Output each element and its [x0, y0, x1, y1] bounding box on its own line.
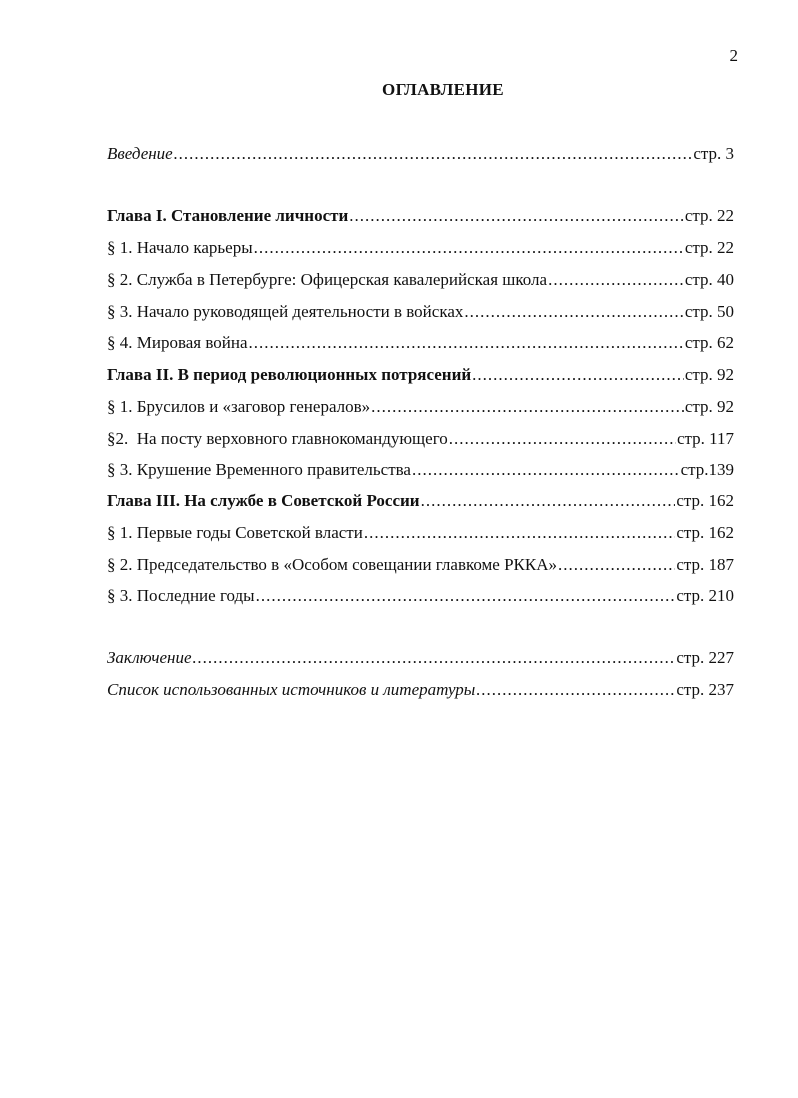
dot-leader [256, 584, 676, 608]
toc-entry-chapter-3[interactable] [107, 489, 734, 513]
toc-entry-conclusion[interactable] [107, 646, 734, 670]
toc-entry-chapter-1-section-4[interactable] [107, 331, 734, 355]
toc-entry-page: стр. 210 [676, 586, 734, 605]
page-number: 2 [729, 46, 738, 65]
toc-entry-chapter-3-section-1[interactable] [107, 521, 734, 545]
dot-leader [548, 268, 684, 292]
toc-entry-label: Глава III. На службе в Советской России [107, 491, 420, 510]
toc-entry-label: § 3. Начало руководящей деятельности в войсках [107, 302, 464, 321]
toc-entry-label: Заключение [107, 648, 192, 667]
dot-leader [349, 204, 684, 228]
dot-leader [371, 395, 684, 419]
toc-entry-chapter-2-section-2[interactable] [107, 427, 734, 451]
dot-leader [449, 427, 676, 451]
toc-entry-sources[interactable] [107, 678, 734, 702]
toc-entry-chapter-2[interactable] [107, 363, 734, 387]
toc-entry-page: стр. 22 [684, 238, 734, 257]
toc-entry-page: стр. 162 [676, 523, 734, 542]
toc-entry-label: § 2. Председательство в «Особом совещании главкоме РККА» [107, 555, 558, 574]
toc-entry-chapter-2-section-1[interactable] [107, 395, 734, 419]
dot-leader [412, 458, 680, 482]
toc-entry-page: стр. 92 [684, 365, 734, 384]
toc-entry-chapter-1-section-3[interactable] [107, 300, 734, 324]
toc-entry-label: § 1. Начало карьеры [107, 238, 253, 257]
toc-entry-label: § 3. Последние годы [107, 586, 255, 605]
dot-leader [464, 300, 683, 324]
toc-entry-chapter-1-section-1[interactable] [107, 236, 734, 260]
dot-leader [254, 236, 684, 260]
dot-leader [364, 521, 675, 545]
toc-entry-chapter-3-section-3[interactable] [107, 584, 734, 608]
toc-entry-page: стр. 117 [676, 429, 734, 448]
toc-entry-page: стр. 3 [693, 144, 734, 163]
dot-leader [472, 363, 684, 387]
dot-leader [249, 331, 684, 355]
toc-entry-page: стр. 227 [676, 648, 734, 667]
page-title-text: ОГЛАВЛЕНИЕ [382, 80, 504, 99]
toc-entry-label: § 2. Служба в Петербурге: Офицерская кавалерийская школа [107, 270, 548, 289]
toc-entry-page: стр.139 [680, 460, 734, 479]
dot-leader [558, 553, 675, 577]
toc-entry-page: стр. 92 [684, 397, 734, 416]
toc-entry-page: стр. 62 [684, 333, 734, 352]
toc-entry-chapter-3-section-2[interactable] [107, 553, 734, 577]
toc-entry-label: Список использованных источников и литературы [107, 680, 476, 699]
toc-entry-chapter-1-section-2[interactable] [107, 268, 734, 292]
toc-entry-label: Введение [107, 144, 173, 163]
toc-entry-label: Глава I. Становление личности [107, 206, 349, 225]
toc-entry-label: § 1. Брусилов и «заговор генералов» [107, 397, 371, 416]
toc-entry-intro[interactable] [107, 142, 734, 166]
dot-leader [174, 142, 693, 166]
toc-entry-label: § 1. Первые годы Советской власти [107, 523, 363, 542]
dot-leader [421, 489, 676, 513]
toc-entry-chapter-2-section-3[interactable] [107, 458, 734, 482]
toc-entry-page: стр. 22 [684, 206, 734, 225]
dot-leader [476, 678, 675, 702]
toc-entry-label: Глава II. В период революционных потрясений [107, 365, 472, 384]
toc-entry-chapter-1[interactable] [107, 204, 734, 228]
toc-entry-page: стр. 187 [676, 555, 734, 574]
toc-entry-page: стр. 50 [684, 302, 734, 321]
toc-entry-label: § 3. Крушение Временного правительства [107, 460, 411, 479]
dot-leader [193, 646, 676, 670]
toc-entry-page: стр. 237 [676, 680, 734, 699]
toc-entry-label: § 4. Мировая война [107, 333, 248, 352]
toc-entry-label: §2. На посту верховного главнокомандующего [107, 429, 448, 448]
toc-entry-page: стр. 162 [676, 491, 734, 510]
toc-entry-page: стр. 40 [684, 270, 734, 289]
